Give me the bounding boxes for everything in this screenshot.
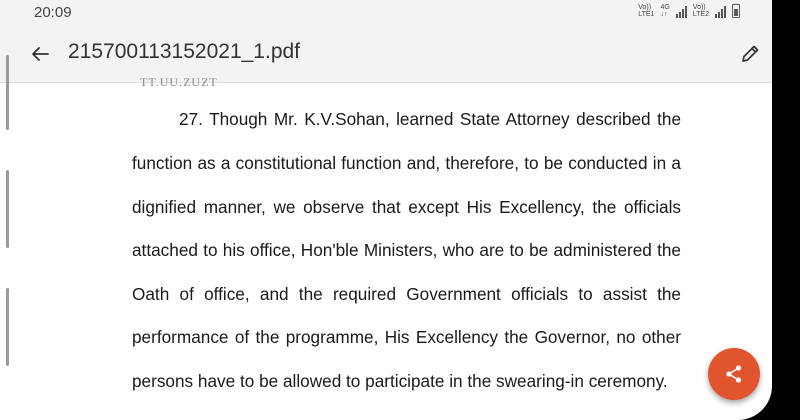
status-bar [0, 0, 772, 26]
paragraph-line: dignified manner, we observe that except His Excellency, the officials [132, 197, 681, 217]
share-icon [723, 363, 745, 385]
file-title: 215700113152021_1.pdf [68, 40, 301, 63]
sim1-bottom: LTE1 [638, 11, 655, 18]
sim2-top: Vo)) [692, 4, 706, 11]
status-icons [638, 4, 740, 18]
paragraph-line: persons have to be allowed to participate in the swearing-in ceremony. [132, 371, 668, 391]
network-type [660, 4, 669, 18]
signal-bars-icon [676, 6, 687, 18]
paragraph-line: 27. Though Mr. K.V.Sohan, learned State Attorney described the [179, 109, 681, 129]
signal-bars-2-icon [715, 6, 726, 18]
paragraph-line: attached to his office, Hon'ble Ministers, who are to be administered the [132, 240, 681, 260]
paragraph-line: performance of the programme, His Excellency the Governor, no other [132, 327, 681, 347]
sim2-bottom: LTE2 [692, 11, 709, 18]
paragraph-line: Oath of office, and the required Government officials to assist the [132, 284, 681, 304]
app-toolbar [0, 26, 772, 83]
network-bottom: ↓↑ [660, 11, 668, 18]
sim1-top: Vo)) [638, 4, 652, 11]
paragraph-line: function as a constitutional function and, therefore, to be conducted in a [132, 153, 681, 173]
cut-off-text: TT.UU.ZUZT [140, 75, 218, 89]
arrow-left-icon [30, 44, 50, 64]
network-top: 4G [660, 4, 670, 11]
back-button[interactable] [24, 38, 56, 70]
edit-button[interactable] [734, 38, 766, 70]
pencil-icon [739, 43, 761, 65]
battery-icon [732, 4, 740, 18]
share-button[interactable] [708, 348, 760, 400]
sim2-indicator [693, 4, 709, 18]
status-time: 20:09 [34, 4, 72, 21]
sim1-indicator [638, 4, 654, 18]
pdf-page-view[interactable] [0, 75, 772, 420]
